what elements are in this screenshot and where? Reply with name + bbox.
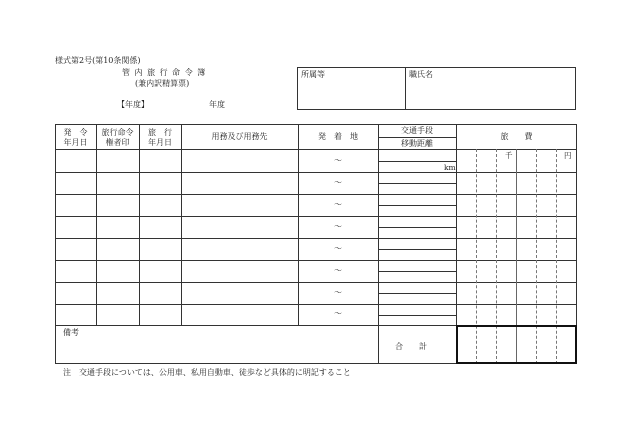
row-line (55, 238, 577, 239)
tilde-mark: ～ (334, 244, 342, 253)
tilde-mark: ～ (334, 178, 342, 187)
affiliation-field[interactable] (298, 79, 404, 109)
unit-km: km (444, 163, 456, 172)
year-suffix: 年度 (209, 100, 225, 109)
tilde-mark: ～ (334, 156, 342, 165)
row-line (55, 282, 577, 283)
total-label: 合 計 (395, 342, 427, 351)
transport-row-split (378, 161, 456, 162)
row-line (55, 216, 577, 217)
tilde-mark: ～ (334, 266, 342, 275)
col-divider (298, 124, 299, 325)
unit-thousand: 千 (505, 151, 513, 160)
form-subtitle: (兼内訳精算票) (135, 79, 190, 88)
header-issuer-2: 権者印 (105, 138, 130, 147)
header-issuer-1: 旅行命令 (101, 128, 134, 137)
transport-row-split (378, 271, 456, 272)
header-travel-date-2: 年月日 (148, 138, 172, 147)
header-departure-arrival: 発 着 地 (318, 132, 358, 141)
name-field[interactable] (406, 79, 574, 109)
row-line (55, 260, 577, 261)
remarks-label: 備考 (63, 328, 79, 337)
col-divider (96, 124, 97, 325)
footnote: 注 交通手段については、公用車、私用自動車、徒歩など具体的に明記すること (63, 368, 351, 377)
header-distance: 移動距離 (401, 139, 433, 148)
tilde-mark: ～ (334, 200, 342, 209)
col-divider (139, 124, 140, 325)
header-order-date-2: 年月日 (63, 138, 88, 147)
header-purpose: 用務及び用務先 (211, 132, 268, 141)
transport-row-split (378, 293, 456, 294)
name-label: 職氏名 (409, 70, 433, 79)
transport-split (378, 137, 456, 138)
transport-row-split (378, 227, 456, 228)
col-divider (181, 124, 182, 325)
header-separator (55, 149, 577, 150)
header-order-date-1: 発 令 (63, 128, 88, 137)
transport-row-split (378, 183, 456, 184)
transport-row-split (378, 205, 456, 206)
header-transport: 交通手段 (401, 126, 433, 135)
total-box[interactable] (456, 325, 577, 364)
row-line (55, 172, 577, 173)
row-line (55, 304, 577, 305)
row-line (55, 194, 577, 195)
affiliation-label: 所属等 (301, 70, 325, 79)
unit-yen: 円 (564, 151, 572, 160)
col-divider (378, 124, 379, 364)
header-travel-date-1: 旅 行 (148, 128, 172, 137)
header-expenses: 旅 費 (500, 132, 533, 141)
year-label: 【年度】 (117, 100, 149, 109)
form-title: 管 内 旅 行 命 令 簿 (122, 68, 207, 77)
transport-row-split (378, 249, 456, 250)
remarks-field[interactable] (56, 338, 377, 363)
tilde-mark: ～ (334, 222, 342, 231)
tilde-mark: ～ (334, 309, 342, 318)
transport-row-split (378, 315, 456, 316)
form-number: 様式第2号(第10条関係) (55, 56, 141, 65)
tilde-mark: ～ (334, 288, 342, 297)
